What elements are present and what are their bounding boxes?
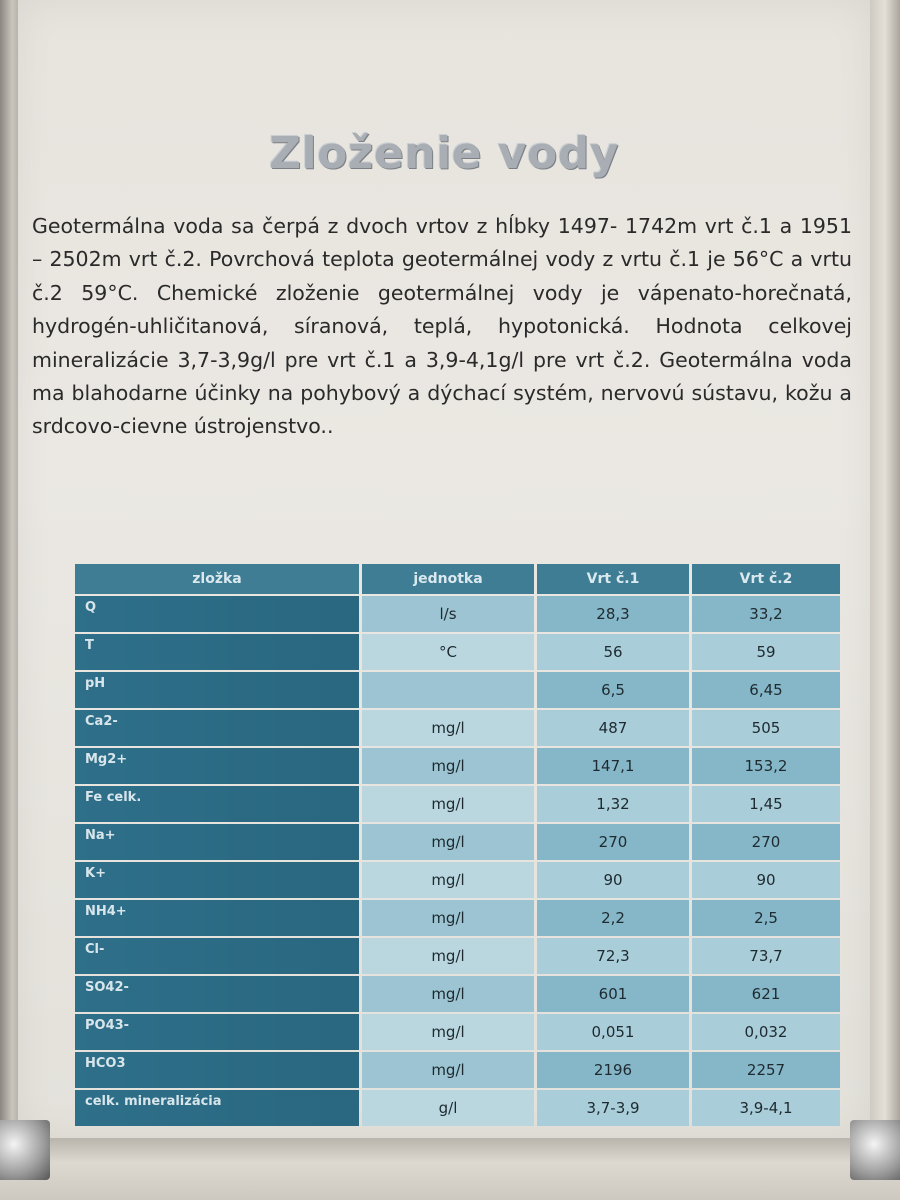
- row-unit: mg/l: [362, 824, 534, 860]
- table-row: [75, 862, 840, 898]
- table-header-row: [75, 564, 840, 594]
- row-unit: mg/l: [362, 976, 534, 1012]
- row-component: SO42-: [75, 976, 359, 1012]
- row-well-1-value: 601: [537, 976, 689, 1012]
- row-well-2-value: 153,2: [692, 748, 840, 784]
- row-well-1-value: 56: [537, 634, 689, 670]
- header-unit: jednotka: [362, 564, 534, 594]
- row-well-1-value: 3,7-3,9: [537, 1090, 689, 1126]
- row-well-2-value: 621: [692, 976, 840, 1012]
- row-well-2-value: 59: [692, 634, 840, 670]
- row-unit: mg/l: [362, 900, 534, 936]
- table-row: [75, 786, 840, 822]
- row-well-1-value: 270: [537, 824, 689, 860]
- row-component: HCO3: [75, 1052, 359, 1088]
- row-well-2-value: 6,45: [692, 672, 840, 708]
- row-well-2-value: 1,45: [692, 786, 840, 822]
- table-row: [75, 748, 840, 784]
- row-component: Na+: [75, 824, 359, 860]
- row-component: NH4+: [75, 900, 359, 936]
- water-composition-table: [72, 562, 843, 1128]
- row-well-2-value: 270: [692, 824, 840, 860]
- row-unit: mg/l: [362, 862, 534, 898]
- row-well-1-value: 90: [537, 862, 689, 898]
- frame-right-edge: [870, 0, 900, 1200]
- header-well-2: Vrt č.2: [692, 564, 840, 594]
- row-component: PO43-: [75, 1014, 359, 1050]
- row-unit: [362, 672, 534, 708]
- info-poster: [18, 0, 870, 1140]
- row-well-2-value: 2257: [692, 1052, 840, 1088]
- row-well-1-value: 147,1: [537, 748, 689, 784]
- row-well-1-value: 487: [537, 710, 689, 746]
- frame-left-edge: [0, 0, 20, 1200]
- row-well-1-value: 28,3: [537, 596, 689, 632]
- table-row: [75, 900, 840, 936]
- row-well-2-value: 3,9-4,1: [692, 1090, 840, 1126]
- frame-corner-bracket-left: [0, 1120, 50, 1180]
- row-unit: mg/l: [362, 1052, 534, 1088]
- row-component: T: [75, 634, 359, 670]
- row-component: K+: [75, 862, 359, 898]
- poster-title: Zloženie vody: [269, 128, 619, 179]
- row-unit: mg/l: [362, 710, 534, 746]
- row-component: Ca2-: [75, 710, 359, 746]
- table-row: [75, 672, 840, 708]
- row-component: celk. mineralizácia: [75, 1090, 359, 1126]
- header-well-1: Vrt č.1: [537, 564, 689, 594]
- row-well-1-value: 2196: [537, 1052, 689, 1088]
- row-well-2-value: 0,032: [692, 1014, 840, 1050]
- row-unit: mg/l: [362, 938, 534, 974]
- frame-bottom-edge: [0, 1138, 900, 1200]
- row-component: Cl-: [75, 938, 359, 974]
- row-component: Q: [75, 596, 359, 632]
- table-row: [75, 976, 840, 1012]
- row-well-2-value: 33,2: [692, 596, 840, 632]
- row-unit: mg/l: [362, 1014, 534, 1050]
- poster-description: Geotermálna voda sa čerpá z dvoch vrtov z hĺbky 1497- 1742m vrt č.1 a 1951 – 2502m vrt č.2. Povrchová teplota geotermálnej vody z vrtu č.1 je 56°C a vrtu č.2 59°C. Chemické zloženie geotermálnej vody je vápenato-horečnatá, hydrogén-uhličitanová, síranová, teplá, hypotonická. Hodnota celkovej mineralizácie 3,7-3,9g/l pre vrt č.1 a 3,9-4,1g/l pre vrt č.2. Geotermálna voda ma blahodarne účinky na pohybový a dýchací systém, nervovú sústavu, kožu a srdcovo-cievne ústrojenstvo..: [32, 214, 852, 439]
- header-component: zložka: [75, 564, 359, 594]
- row-well-2-value: 90: [692, 862, 840, 898]
- table-row: [75, 824, 840, 860]
- row-well-1-value: 0,051: [537, 1014, 689, 1050]
- row-component: Mg2+: [75, 748, 359, 784]
- table-row: [75, 1014, 840, 1050]
- row-component: Fe celk.: [75, 786, 359, 822]
- row-well-1-value: 72,3: [537, 938, 689, 974]
- table-row: [75, 1090, 840, 1126]
- table-row: [75, 938, 840, 974]
- table-row: [75, 634, 840, 670]
- table-row: [75, 710, 840, 746]
- row-well-2-value: 73,7: [692, 938, 840, 974]
- row-unit: mg/l: [362, 748, 534, 784]
- row-well-2-value: 2,5: [692, 900, 840, 936]
- row-well-1-value: 2,2: [537, 900, 689, 936]
- frame-corner-bracket-right: [850, 1120, 900, 1180]
- table-row: [75, 1052, 840, 1088]
- row-well-1-value: 1,32: [537, 786, 689, 822]
- row-well-2-value: 505: [692, 710, 840, 746]
- table-row: [75, 596, 840, 632]
- row-unit: mg/l: [362, 786, 534, 822]
- row-unit: g/l: [362, 1090, 534, 1126]
- row-unit: l/s: [362, 596, 534, 632]
- row-unit: °C: [362, 634, 534, 670]
- row-component: pH: [75, 672, 359, 708]
- row-well-1-value: 6,5: [537, 672, 689, 708]
